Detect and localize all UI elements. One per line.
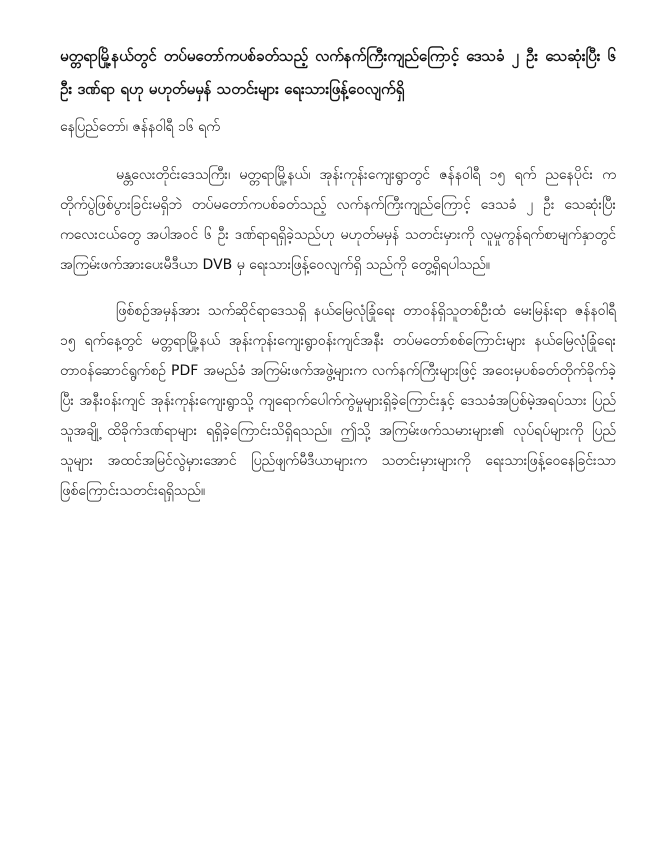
article-paragraph-2: ဖြစ်စဉ်အမှန်အား သက်ဆိုင်ရာဒေသရှိ နယ်မြေလုံခြုံရေး တာဝန်ရှိသူတစ်ဦးထံ မေးမြန်းရာ ဇန်နဝါရီ ၁၅ ရက်နေ့တွင် မတ္တရာမြို့နယ် အုန်းကုန်းကျေးရွာဝန်းကျင်အနီး တပ်မတော်စစ်ကြောင်းများ နယ်မြေလုံခြုံရေးတာဝန်ဆောင်ရွက်စဉ် PDF အမည်ခံ အကြမ်းဖက်အဖွဲ့များက လက်နက်ကြီးများဖြင့် အဝေးမှပစ်ခတ်တိုက်ခိုက်ခဲ့ပြီး အနီးဝန်းကျင် အုန်းကုန်းကျေးရွာသို့ ကျရောက်ပေါက်ကွဲမှုများရှိခဲ့ကြောင်းနှင့် ဒေသခံအပြစ်မဲ့အရပ်သား ပြည်သူအချို့ ထိခိုက်ဒဏ်ရာများ ရရှိခဲ့ကြောင်းသိရှိရသည်။ ဤသို့ အကြမ်းဖက်သမားများ၏ လုပ်ရပ်များကို ပြည်သူများ အထင်အမြင်လွဲမှားအောင် ပြည်ဖျက်မီဒီယာများက သတင်းမှားများကို ရေးသားဖြန့်ဝေနေခြင်းသာ ဖြစ်ကြောင်းသတင်းရရှိသည်။ <box>60 303 616 499</box>
article-headline: မတ္တရာမြို့နယ်တွင် တပ်မတော်ကပစ်ခတ်သည့် လက်နက်ကြီးကျည်ကြောင့် ဒေသခံ ၂ ဦး သေဆုံးပြီး ၆ ဦး ဒဏ်ရာ ရဟု မဟုတ်မမှန် သတင်းများ ရေးသားဖြန့်ဝေလျက်ရှိ <box>60 47 616 98</box>
document-page <box>60 40 616 522</box>
article-dateline: နေပြည်တော်၊ ဇန်နဝါရီ ၁၆ ရက် <box>60 119 220 135</box>
article-paragraph-1: မန္တလေးတိုင်းဒေသကြီး၊ မတ္တရာမြို့နယ်၊ အုန်းကုန်းကျေးရွာတွင် ဇန်နဝါရီ ၁၅ ရက် ညနေပိုင်း က တိုက်ပွဲဖြစ်ပွားခြင်းမရှိဘဲ တပ်မတော်ကပစ်ခတ်သည့် လက်နက်ကြီးကျည်ကြောင့် ဒေသခံ ၂ ဦး သေဆုံးပြီး ကလေးငယ်တွေ အပါအဝင် ၆ ဦး ဒဏ်ရာရရှိခဲ့သည်ဟု မဟုတ်မမှန် သတင်းမှားကို လူမှုကွန်ရက်စာမျက်နှာတွင် အကြမ်းဖက်အားပေးမီဒီယာ DVB မှ ရေးသားဖြန့်ဝေလျက်ရှိ သည်ကို တွေ့ရှိရပါသည်။ <box>60 167 616 273</box>
